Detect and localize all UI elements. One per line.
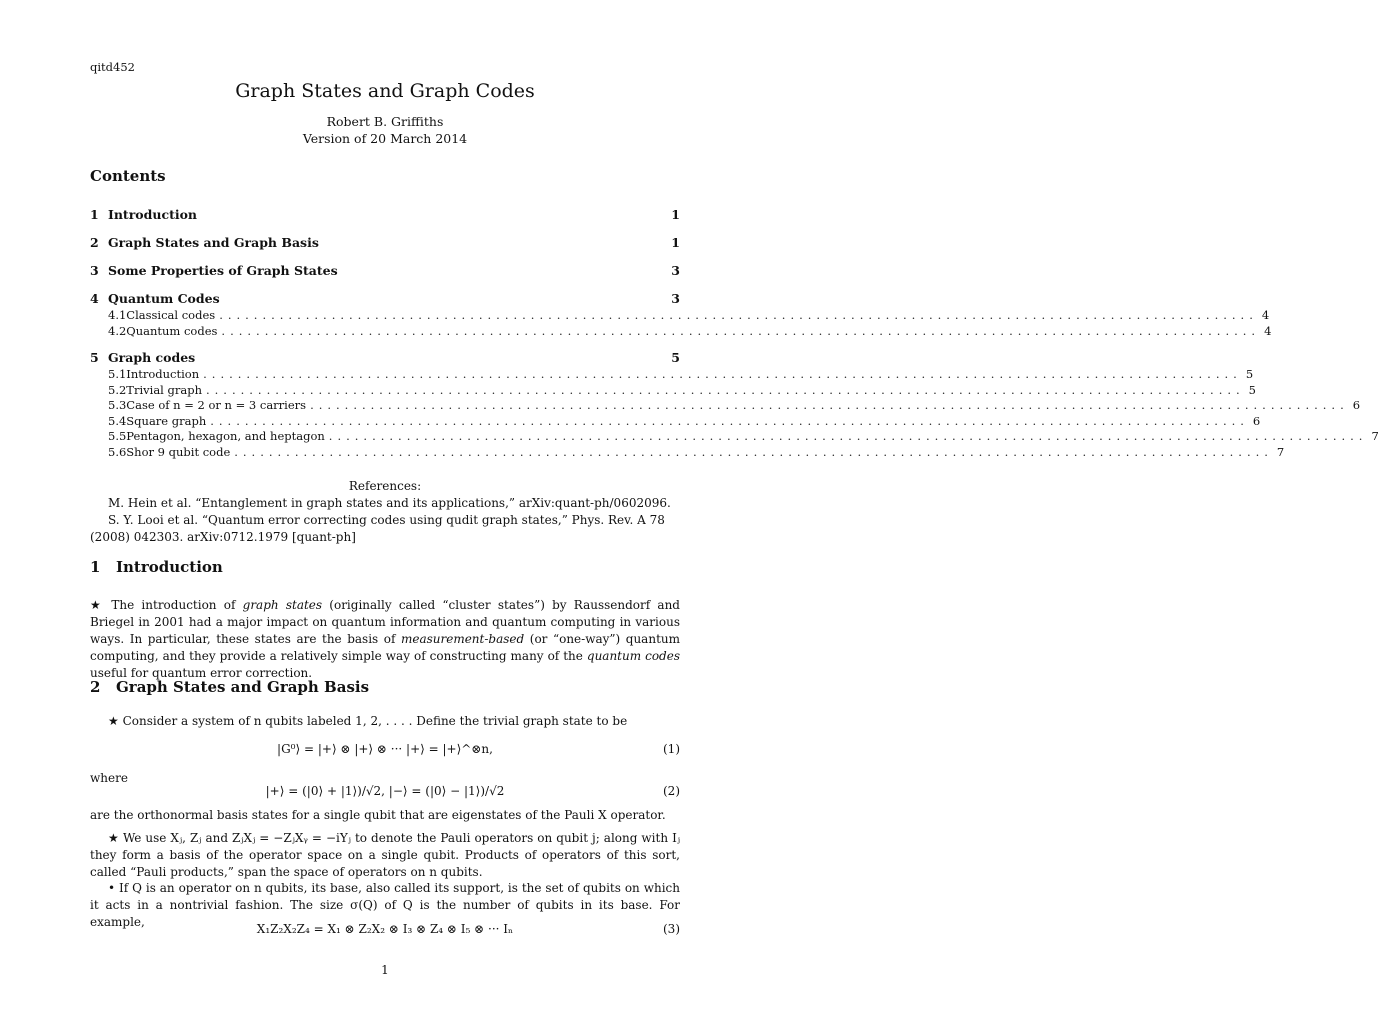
toc-page: 4 bbox=[1264, 323, 1272, 338]
toc-section-entry[interactable] bbox=[90, 350, 680, 367]
paragraph: • If Q is an operator on n qubits, its base, also called its support, is the set of qubits on which it acts in a nontrivial fashion. The size σ(Q) of Q is the number of qubits in its base. For example, bbox=[90, 881, 680, 929]
toc-page: 5 bbox=[1248, 382, 1256, 397]
toc-number: 5.1 bbox=[108, 367, 127, 381]
author-name: Robert B. Griffiths bbox=[326, 114, 444, 129]
toc-leader-dots: ........................................................................................................................ bbox=[219, 308, 1258, 322]
page-number: 1 bbox=[381, 963, 389, 977]
toc-title: Quantum codes bbox=[126, 323, 218, 338]
toc-leader-dots: ........................................................................................................................ bbox=[210, 413, 1249, 428]
toc-number: 4.1 bbox=[108, 308, 127, 322]
toc-leader-dots: ........................................................................................................................ bbox=[234, 444, 1273, 459]
equation-number: (3) bbox=[663, 922, 680, 936]
toc-subsection-entry[interactable] bbox=[90, 444, 1285, 461]
toc-subsection-entry[interactable] bbox=[90, 323, 1272, 340]
toc-leader-dots: ........................................................................................................................ bbox=[203, 367, 1242, 381]
toc-page: 6 bbox=[1252, 413, 1261, 428]
toc-title: Case of n = 2 or n = 3 carriers bbox=[126, 398, 307, 412]
references-block bbox=[90, 478, 680, 546]
toc-subsection-entry[interactable] bbox=[90, 398, 1361, 414]
reference-item: S. Y. Looi et al. “Quantum error correcting codes using qudit graph states,” Phys. Rev. A 78 (2008) 042303. arXiv:0712.1979 [quant-ph] bbox=[90, 513, 665, 544]
equation-3 bbox=[90, 922, 680, 940]
toc-number: 2 bbox=[90, 235, 99, 250]
paragraph: ★ Consider a system of n qubits labeled 1, 2, . . . . Define the trivial graph state to be bbox=[108, 714, 628, 728]
equation-number: (2) bbox=[663, 784, 680, 798]
toc-page: 1 bbox=[671, 235, 680, 250]
paragraph: ★ We use Xⱼ, Zⱼ and ZⱼXⱼ = −ZⱼXᵧ = −iYⱼ to denote the Pauli operators on qubit j; along with Iⱼ they form a basis of the operator space on a single qubit. Products of operators of this sort, called “Pauli products,” span the space of operators on n qubits. bbox=[90, 831, 680, 879]
contents-heading: Contents bbox=[90, 167, 166, 185]
section-2-heading bbox=[90, 678, 369, 696]
toc-number: 4.2 bbox=[108, 323, 127, 338]
toc-gap bbox=[90, 339, 680, 350]
paragraph: are the orthonormal basis states for a single qubit that are eigenstates of the Pauli X operator. bbox=[90, 808, 666, 822]
toc-page: 7 bbox=[1371, 429, 1379, 443]
toc-gap bbox=[90, 252, 680, 263]
toc-leader-dots: ........................................................................................................................ bbox=[310, 398, 1349, 412]
toc-page: 5 bbox=[1245, 367, 1254, 381]
toc-title: Introduction bbox=[108, 207, 198, 222]
paper-title: Graph States and Graph Codes bbox=[235, 80, 535, 102]
toc-title: Introduction bbox=[126, 367, 200, 381]
section-1-heading bbox=[90, 558, 223, 576]
toc-page: 3 bbox=[671, 263, 680, 278]
section-title: Introduction bbox=[116, 558, 223, 576]
section-number: 1 bbox=[90, 558, 101, 576]
references-heading: References: bbox=[348, 479, 422, 493]
toc-section-entry[interactable] bbox=[90, 291, 680, 308]
toc-section-entry[interactable] bbox=[90, 263, 680, 280]
toc-page: 3 bbox=[671, 291, 680, 306]
toc-subsection-entry[interactable] bbox=[90, 367, 1254, 383]
toc-number: 5.5 bbox=[108, 429, 127, 443]
toc-page: 6 bbox=[1352, 398, 1361, 412]
report-tag: qitd452 bbox=[90, 60, 135, 74]
toc-number: 1 bbox=[90, 207, 99, 222]
equation-number: (1) bbox=[663, 742, 680, 756]
toc-leader-dots: ........................................................................................................................ bbox=[328, 429, 1368, 443]
reference-item: M. Hein et al. “Entanglement in graph states and its applications,” arXiv:quant-ph/0602096. bbox=[108, 496, 671, 510]
toc-title: Classical codes bbox=[126, 308, 216, 322]
toc-subsection-entry[interactable] bbox=[90, 308, 1270, 324]
toc-title: Some Properties of Graph States bbox=[108, 263, 338, 278]
toc-title: Trivial graph bbox=[126, 382, 202, 397]
toc-title: Graph States and Graph Basis bbox=[108, 235, 319, 250]
equation-body: |G⁰⟩ = |+⟩ ⊗ |+⟩ ⊗ ··· |+⟩ = |+⟩^⊗n, bbox=[277, 742, 493, 756]
toc-subsection-entry[interactable] bbox=[90, 382, 1256, 399]
toc-title: Graph codes bbox=[108, 350, 196, 365]
toc-subsection-entry[interactable] bbox=[90, 413, 1261, 430]
toc-number: 5.6 bbox=[108, 444, 127, 459]
toc-number: 5 bbox=[90, 350, 99, 365]
toc-title: Shor 9 qubit code bbox=[126, 444, 231, 459]
equation-1 bbox=[90, 742, 680, 760]
equation-body: |+⟩ = (|0⟩ + |1⟩)/√2, |−⟩ = (|0⟩ − |1⟩)/√2 bbox=[265, 784, 505, 798]
equation-body: X₁Z₂X₂Z₄ = X₁ ⊗ Z₂X₂ ⊗ I₃ ⊗ Z₄ ⊗ I₅ ⊗ ··· Iₙ bbox=[256, 922, 514, 936]
toc-title: Pentagon, hexagon, and heptagon bbox=[126, 429, 325, 443]
toc-number: 5.3 bbox=[108, 398, 127, 412]
version-date: Version of 20 March 2014 bbox=[302, 131, 468, 146]
toc-page: 4 bbox=[1261, 308, 1270, 322]
toc-page: 1 bbox=[671, 207, 680, 222]
intro-paragraph: ★ The introduction of graph states (originally called “cluster states”) by Raussendorf and Briegel in 2001 had a major impact on quantum information and quantum computing in various ways. In particular, these states are the basis of measurement-based (or “one-way”) quantum computing, and they provide a relatively simple way of constructing many of the quantum codes useful for quantum error correction. bbox=[90, 598, 680, 680]
toc-section-entry[interactable] bbox=[90, 207, 680, 224]
where-label: where bbox=[90, 771, 128, 785]
section-title: Graph States and Graph Basis bbox=[116, 678, 370, 696]
toc-number: 5.2 bbox=[108, 382, 127, 397]
toc-title: Square graph bbox=[126, 413, 207, 428]
toc-subsection-entry[interactable] bbox=[90, 429, 1379, 445]
toc-number: 3 bbox=[90, 263, 99, 278]
toc-number: 4 bbox=[90, 291, 99, 306]
toc-leader-dots: ........................................................................................................................ bbox=[206, 382, 1245, 397]
toc-title: Quantum Codes bbox=[108, 291, 220, 306]
section-number: 2 bbox=[90, 678, 101, 696]
toc-page: 5 bbox=[671, 350, 680, 365]
toc-number: 5.4 bbox=[108, 413, 127, 428]
toc-page: 7 bbox=[1276, 444, 1285, 459]
toc-leader-dots: ........................................................................................................................ bbox=[221, 323, 1261, 338]
equation-2 bbox=[90, 784, 680, 802]
toc-gap bbox=[90, 224, 680, 235]
table-of-contents bbox=[90, 207, 1379, 460]
toc-section-entry[interactable] bbox=[90, 235, 680, 252]
author-block bbox=[90, 113, 680, 147]
toc-gap bbox=[90, 280, 680, 291]
